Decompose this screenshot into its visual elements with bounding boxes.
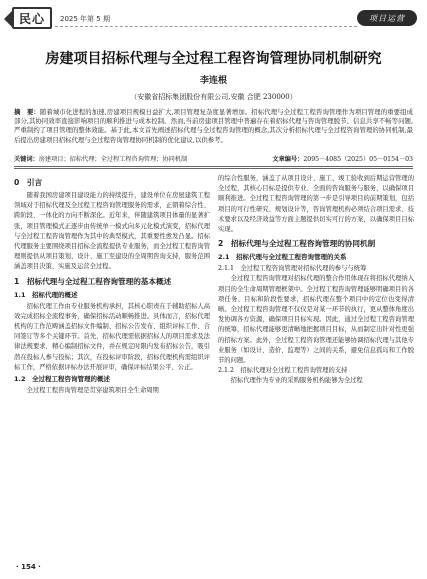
subsection-heading: 2.1 招标代理与全过程工程咨询管理的关系: [218, 253, 347, 262]
right-column: [218, 174, 414, 387]
logo-text: 民心: [18, 11, 45, 26]
paragraph: 的综合性服务，涵盖了从项目设计、施工、竣工验收到后期运营管理的全过程，其核心目标是提供专业、全面的咨询服务与服务，以确保项目顺利推进。全过程工程咨询管理的第一步是引导项目的前期策划，包括项目的可行性研究、规划设计等，咨询管理机构必须结合项目需求、技术要求以及经济效益等方面主题提供切实可行的方案，以确保项目目标实现。: [218, 175, 414, 234]
subsection-heading: 1.1 招标代理的概述: [14, 290, 78, 299]
page-header: [0, 0, 427, 36]
header-divider: [55, 26, 357, 27]
logo-arrow-icon: [4, 11, 12, 27]
abstract-divider-bottom: [14, 168, 413, 169]
section-heading: 1 招标代理与全过程工程咨询管理的基本概述: [14, 276, 172, 286]
doi-text: 2095－4085（2025）05－0154－03: [303, 156, 413, 163]
article-title: 房建项目招标代理与全过程工程咨询管理协同机制研究: [45, 51, 382, 67]
left-column: [14, 174, 210, 396]
subsubsection-heading: 2.1.1 全过程工程咨询管理对招标代理的参与与统筹: [218, 265, 367, 273]
page-number: · 154 ·: [16, 563, 41, 571]
doi-label: 文章编号：: [272, 156, 304, 163]
article-author: 李连根: [199, 76, 227, 86]
column-badge: 项目运营: [357, 10, 417, 26]
abstract-text: 随着城市化进程的加速,房建项目规模日益扩大,项目管理复杂度显著增加。招标代理与全过程工程咨询管理作为项目管理的重要组成部分,其协同效率直接影响项目的顺利推进与成本控制。然而,当前房建项目管理中普遍存在着招标代理与咨询管理脱节、信息共享不畅等问题,严重制约了项目管理的整体效能。基于此,本文首先阐述招标代理与全过程咨询管理的概念,其次分析招标代理与全过程咨询管理的协同机制,最后提出房建项目招标代理与全过程咨询管理协同机制的优化建议,以供参考。: [14, 108, 414, 144]
journal-logo: [12, 7, 52, 29]
paragraph: 随着我国房建项目建设能力的持续提升，建设单位在房屋建筑工程领域对于招标代理及全过程工程咨询管理服务的需求，正朝着综合性、跨阶段、一体化的方向不断深化。近年来，伴随建筑项目体量的显著扩张，项目管理模式正逐步由传统单一模式向多元化模式演变，招标代理与全过程工程咨询管理作为其中的典型模式，其重要性愈发凸显。招标代理服务主要围绕项目招标全流程提供专业服务，而全过程工程咨询管理则提供从项目策划、设计、施工至建设的全周期咨询支持，服务范围涵盖项目决策、实施及运营全过程。: [14, 192, 210, 271]
paragraph: 招标代理作为专业的采购服务机构能够为全过程: [230, 377, 363, 385]
paragraph: 招标代理工作由专业服务机构承担，其核心职责在于辅助招标人高效完成招标全流程事务，确保招标活动顺畅推进。具体而言，招标代理机构的工作范畴涵盖招标文件编制、招标公告发布、组织评标工作、合同签订等多个关键环节。首先，招标代理需依据招标人的项目需求及法律法规要求，精心编制招标文件，并在规定时限内发布招标公告，吸引潜在投标人参与投标；其次，在投标评审阶段，招标代理机构需组织评标工作，严格依据评标办法开展评审，确保评标结果公平、公正。: [14, 302, 210, 371]
paragraph: 全过程工程咨询管理对招标代理的整合作用体现在将招标代理纳入项目的全生命周期管理框架中。全过程工程咨询管理能够明确项目的各项任务、目标和阶段性要求，招标代理在整个项目中的定位也变得清晰。全过程工程咨询管理不仅仅是对某一环节的执行，更从整体角度出发协调各方资源，确保项目目标实现。因此，通过全过程工程咨询管理的统筹，招标代理能够更清晰地把握项目目标，从而制定出针对性更强的招标方案。此外，全过程工程咨询管理还能够协调招标代理与其他专业服务（如设计、造价、监理等）之间的关系，避免信息孤岛和工作脱节的问题。: [218, 275, 414, 365]
issue-label: 2025 年第 5 期: [60, 15, 110, 23]
subsubsection-heading: 2.1.2 招标代理对全过程工程咨询管理的支持: [218, 367, 348, 375]
abstract: [14, 108, 413, 154]
section-heading: 0 引言: [14, 178, 43, 187]
section-heading: 2 招标代理与全过程工程咨询管理的协同机制: [218, 239, 376, 249]
abstract-divider-top: [14, 166, 413, 167]
subsection-heading: 1.2 全过程工程咨询管理的概述: [14, 375, 111, 384]
author-affiliation: （安徽省招标集团股份有限公司,安徽 合肥 230000）: [130, 93, 297, 101]
keywords-label: 关键词：: [14, 156, 39, 163]
paragraph: 全过程工程咨询管理是贯穿建筑项目全生命周期: [26, 387, 159, 395]
keywords-text: 房建项目；招标代理；全过程工程咨询管理；协同机制: [38, 156, 188, 163]
keywords-line: [14, 155, 413, 164]
abstract-label: 摘 要：: [14, 108, 40, 116]
